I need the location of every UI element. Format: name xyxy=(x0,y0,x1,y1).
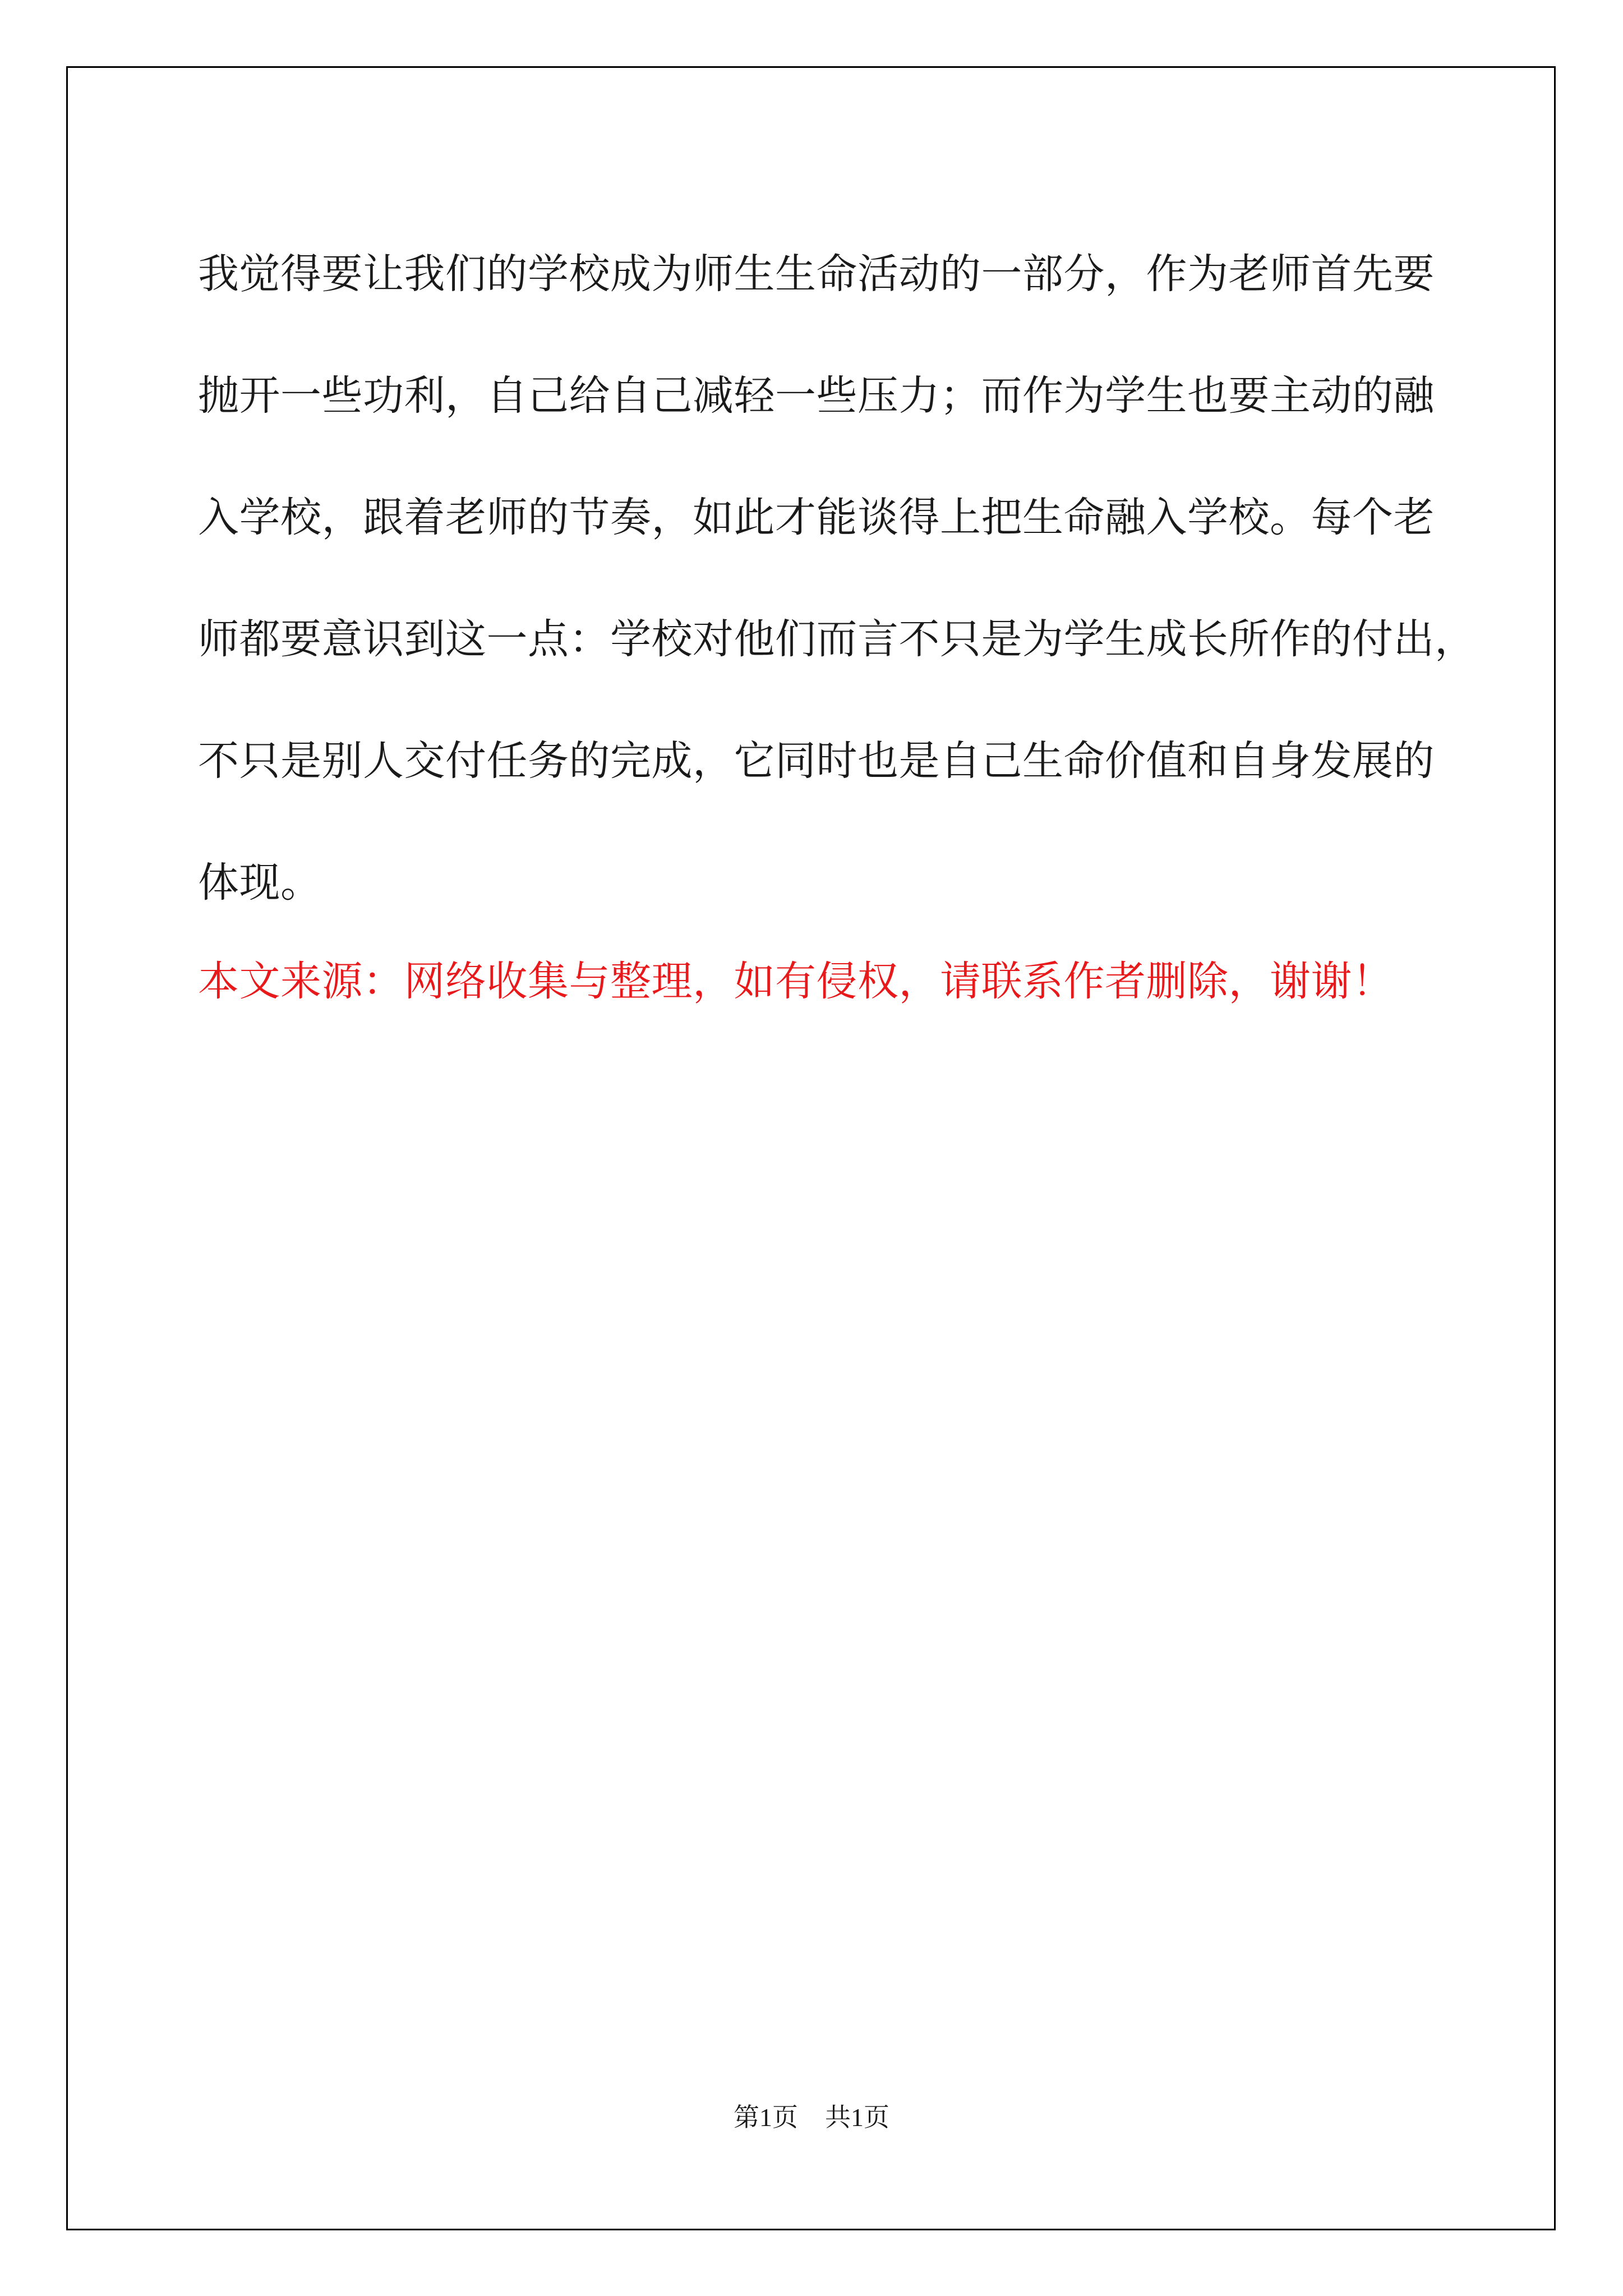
source-note: 本文来源：网络收集与整理，如有侵权，请联系作者删除，谢谢！ xyxy=(198,958,1394,1005)
body-line: 师都要意识到这一点：学校对他们而言不只是为学生成长所作的付出， xyxy=(198,615,1476,663)
body-paragraph xyxy=(198,213,1476,944)
body-line: 不只是别人交付任务的完成，它同时也是自己生命价值和自身发展的 xyxy=(198,737,1435,785)
total-page-count: 共1页 xyxy=(825,2103,889,2132)
body-line: 抛开一些功利，自己给自己减轻一些压力；而作为学生也要主动的融 xyxy=(198,372,1435,420)
body-line: 体现。 xyxy=(198,859,322,907)
page-footer xyxy=(0,2101,1623,2134)
body-line: 我觉得要让我们的学校成为师生生命活动的一部分，作为老师首先要 xyxy=(198,250,1435,298)
current-page-number: 第1页 xyxy=(734,2103,798,2132)
body-line: 入学校，跟着老师的节奏，如此才能谈得上把生命融入学校。每个老 xyxy=(198,494,1435,541)
